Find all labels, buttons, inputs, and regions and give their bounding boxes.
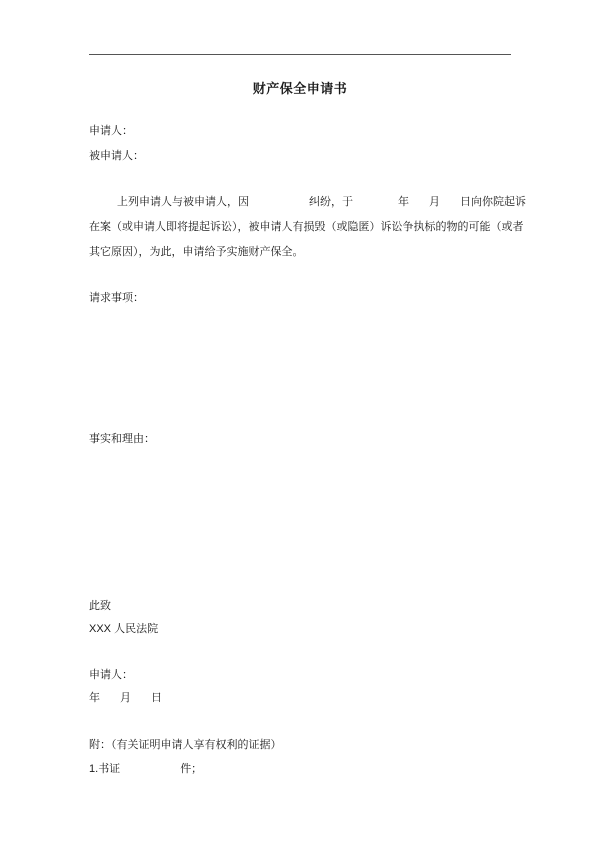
- facts-label: 事实和理由：: [89, 432, 155, 445]
- attachment-item-number: 1.: [89, 763, 99, 775]
- body-line-1-year: 年: [398, 195, 409, 208]
- body-line-1-month: 月: [429, 195, 440, 208]
- request-label: 请求事项：: [89, 291, 144, 304]
- attachment-item-label: 书证: [98, 762, 121, 775]
- signature-year: 年: [89, 691, 100, 704]
- signature-month: 月: [120, 691, 131, 704]
- attachment-item-suffix: 件；: [180, 762, 203, 775]
- body-line-1: [117, 195, 526, 209]
- signature-date: [89, 691, 162, 705]
- body-line-2: 在案（或申请人即将提起诉讼），被申请人有损毁（或隐匿）诉讼争执标的物的可能（或者: [89, 220, 524, 233]
- body-line-1-part-b: 纠纷，于: [309, 195, 353, 208]
- signature-applicant: 申请人：: [89, 668, 133, 681]
- body-line-1-part-a: 上列申请人与被申请人，因: [117, 195, 249, 208]
- document-title: 财产保全申请书: [252, 82, 348, 97]
- closing-text: 此致: [89, 599, 111, 612]
- applicant-label: 申请人：: [89, 124, 133, 137]
- court-name: XXX 人民法院: [89, 623, 159, 635]
- attachment-heading: 附：（有关证明申请人享有权利的证据）: [89, 738, 282, 751]
- signature-day: 日: [151, 691, 162, 704]
- body-line-1-part-e: 日向你院起诉: [460, 195, 526, 208]
- body-line-3: 其它原因），为此，申请给予实施财产保全。: [89, 245, 304, 258]
- respondent-label: 被申请人：: [89, 149, 144, 162]
- header-rule: [89, 54, 511, 55]
- attachment-item: [89, 762, 202, 776]
